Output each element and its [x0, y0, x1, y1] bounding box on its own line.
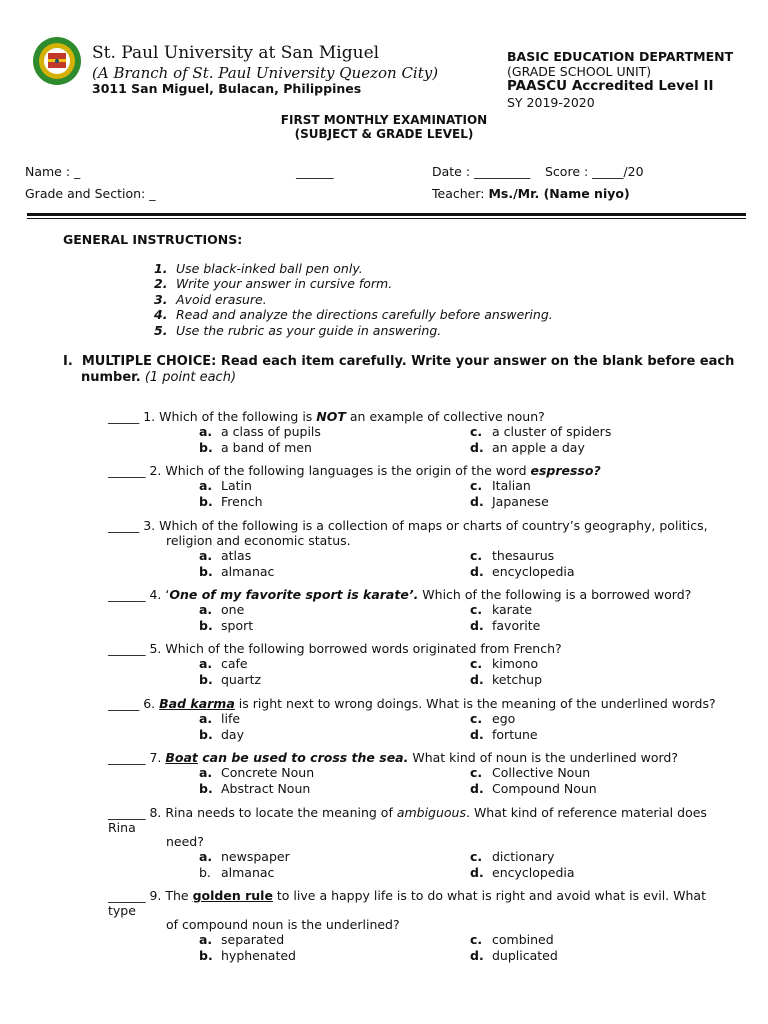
answer-blank[interactable]: ______ — [108, 641, 146, 656]
question-text: is right next to wrong doings. What is the meaning of the underlined words? — [234, 696, 716, 711]
exam-subtitle: (SUBJECT & GRADE LEVEL) — [294, 127, 474, 141]
choice-option[interactable] — [199, 711, 240, 726]
choice-option[interactable] — [199, 865, 274, 880]
choice-letter: b. — [199, 672, 213, 687]
choice-option[interactable] — [470, 849, 554, 864]
university-name: St. Paul University at San Miguel — [92, 43, 380, 63]
choice-letter: b. — [199, 564, 213, 579]
question-stem — [108, 641, 562, 656]
question-wrap: Rina — [108, 820, 136, 835]
choice-option[interactable] — [470, 948, 558, 963]
choice-letter: d. — [470, 618, 484, 633]
teacher-field — [432, 186, 630, 201]
choice-letter: b. — [199, 440, 213, 455]
choice-text: almanac — [221, 564, 275, 579]
question-emphasis: One of my favorite sport is karate’. — [169, 587, 419, 602]
choice-option[interactable] — [199, 564, 274, 579]
choice-letter: c. — [470, 656, 483, 671]
question-emphasis: can be used to cross the sea. — [197, 750, 409, 765]
choice-option[interactable] — [470, 440, 585, 455]
department: BASIC EDUCATION DEPARTMENT — [507, 49, 734, 64]
choice-letter: c. — [470, 548, 483, 563]
choice-letter: a. — [199, 711, 213, 726]
question-text: Which of the following is a borrowed word? — [418, 587, 692, 602]
university-address: 3011 San Miguel, Bulacan, Philippines — [92, 81, 362, 96]
choice-option[interactable] — [470, 711, 515, 726]
instructions-heading: GENERAL INSTRUCTIONS: — [63, 232, 243, 247]
choice-text: duplicated — [492, 948, 558, 963]
choice-text: Latin — [221, 478, 252, 493]
question-text: 5. Which of the following borrowed words originated from French? — [145, 641, 562, 656]
question-emphasis: ambiguous — [396, 805, 466, 820]
question-text: What kind of noun is the underlined word? — [408, 750, 678, 765]
choice-letter: a. — [199, 602, 213, 617]
choice-letter: c. — [470, 849, 483, 864]
choice-letter: b. — [199, 865, 211, 880]
choice-letter: b. — [199, 727, 213, 742]
choice-option[interactable] — [199, 548, 251, 563]
choice-text: one — [221, 602, 245, 617]
choice-option[interactable] — [470, 781, 597, 796]
section-heading-cont: number. (1 point each) — [81, 370, 237, 385]
choice-option[interactable] — [199, 672, 261, 687]
choice-letter: a. — [199, 656, 213, 671]
choice-text: cafe — [221, 656, 248, 671]
choice-option[interactable] — [470, 765, 590, 780]
school-year: SY 2019-2020 — [507, 95, 595, 110]
choice-text: day — [221, 727, 244, 742]
answer-blank[interactable]: ______ — [108, 750, 146, 765]
choice-text: encyclopedia — [492, 865, 575, 880]
choice-letter: c. — [470, 424, 483, 439]
choice-option[interactable] — [199, 494, 263, 509]
teacher-label: Teacher: — [432, 186, 485, 201]
choice-option[interactable] — [470, 932, 554, 947]
choice-letter: c. — [470, 478, 483, 493]
score-field[interactable]: Score : _____/20 — [545, 164, 644, 179]
question-continuation: religion and economic status. — [166, 533, 351, 548]
choice-text: separated — [221, 932, 285, 947]
choice-text: a band of men — [221, 440, 312, 455]
choice-text: dictionary — [492, 849, 555, 864]
choice-option[interactable] — [470, 602, 532, 617]
question-text: an example of collective noun? — [345, 409, 545, 424]
choice-text: hyphenated — [221, 948, 296, 963]
choice-text: almanac — [221, 865, 275, 880]
choice-text: French — [221, 494, 263, 509]
question-text: 9. The — [145, 888, 193, 903]
choice-text: Abstract Noun — [221, 781, 311, 796]
choice-option[interactable] — [199, 656, 248, 671]
instruction-item: 4. Read and analyze the directions carefully before answering. — [154, 307, 553, 322]
question-text: 6. — [139, 696, 160, 711]
teacher-value: Ms./Mr. (Name niyo) — [488, 186, 630, 201]
choice-option[interactable] — [199, 849, 290, 864]
choice-option[interactable] — [199, 932, 284, 947]
choice-text: a class of pupils — [221, 424, 321, 439]
choice-option[interactable] — [470, 494, 549, 509]
choice-letter: d. — [470, 672, 484, 687]
choice-option[interactable] — [199, 948, 296, 963]
choice-letter: c. — [470, 602, 483, 617]
choice-option[interactable] — [470, 618, 540, 633]
answer-blank[interactable]: ______ — [108, 805, 146, 820]
choice-text: karate — [492, 602, 533, 617]
choice-text: thesaurus — [492, 548, 555, 563]
question-continuation: of compound noun is the underlined? — [166, 917, 400, 932]
choice-text: ketchup — [492, 672, 543, 687]
question-emphasis: espresso? — [530, 463, 601, 478]
choice-letter: c. — [470, 932, 483, 947]
choice-text: quartz — [221, 672, 262, 687]
choice-option[interactable] — [199, 478, 252, 493]
choice-letter: d. — [470, 440, 484, 455]
choice-text: an apple a day — [492, 440, 585, 455]
unit: (GRADE SCHOOL UNIT) — [507, 64, 652, 79]
date-field[interactable]: Date : _________ — [432, 164, 531, 179]
header-rule-thin — [27, 218, 746, 219]
name-blank[interactable]: ______ — [296, 164, 334, 179]
choice-option[interactable] — [470, 672, 542, 687]
choice-letter: d. — [470, 494, 484, 509]
choice-option[interactable] — [199, 781, 310, 796]
question-stem — [108, 750, 678, 765]
choice-option[interactable] — [470, 424, 611, 439]
answer-blank[interactable]: ______ — [108, 463, 146, 478]
choice-letter: c. — [470, 711, 483, 726]
exam-title: FIRST MONTHLY EXAMINATION — [280, 113, 488, 127]
choice-text: Collective Noun — [492, 765, 591, 780]
choice-letter: a. — [199, 765, 213, 780]
choice-text: ego — [492, 711, 516, 726]
accreditation: PAASCU Accredited Level II — [507, 78, 714, 94]
choice-letter: b. — [199, 494, 213, 509]
question-text: 8. Rina needs to locate the meaning of — [145, 805, 397, 820]
instruction-item: 2. Write your answer in cursive form. — [154, 276, 393, 291]
choice-letter: d. — [470, 727, 484, 742]
answer-blank[interactable]: _____ — [108, 696, 140, 711]
question-text: 2. Which of the following languages is the origin of the word — [145, 463, 531, 478]
choice-text: Japanese — [492, 494, 549, 509]
question-emphasis: Bad karma — [159, 696, 235, 711]
choice-option[interactable] — [470, 564, 575, 579]
choice-letter: b. — [199, 948, 213, 963]
question-text: . What kind of reference material does — [466, 805, 707, 820]
choice-letter: b. — [199, 618, 213, 633]
question-continuation: need? — [166, 834, 204, 849]
question-emphasis: NOT — [316, 409, 346, 424]
question-stem — [108, 463, 601, 478]
choice-text: newspaper — [221, 849, 290, 864]
choice-letter: a. — [199, 548, 213, 563]
question-text: 7. — [145, 750, 166, 765]
choice-text: encyclopedia — [492, 564, 575, 579]
name-field[interactable]: Name : _ — [25, 164, 81, 179]
choice-letter: a. — [199, 424, 213, 439]
university-branch: (A Branch of St. Paul University Quezon City) — [92, 64, 439, 82]
choice-option[interactable] — [470, 727, 538, 742]
answer-blank[interactable]: ______ — [108, 587, 146, 602]
choice-option[interactable] — [199, 727, 244, 742]
choice-letter: a. — [199, 849, 213, 864]
choice-option[interactable] — [199, 424, 321, 439]
choice-text: sport — [221, 618, 254, 633]
header-rule-thick — [27, 213, 746, 216]
question-stem — [108, 409, 545, 424]
question-stem — [108, 587, 691, 602]
question-text: 4. ‘ — [145, 587, 170, 602]
answer-blank[interactable]: _____ — [108, 409, 140, 424]
choice-option[interactable] — [470, 656, 538, 671]
choice-text: favorite — [492, 618, 541, 633]
choice-option[interactable] — [199, 765, 314, 780]
choice-text: a cluster of spiders — [492, 424, 612, 439]
choice-letter: d. — [470, 564, 484, 579]
choice-text: kimono — [492, 656, 539, 671]
question-stem — [108, 696, 716, 711]
question-text: 1. Which of the following is — [139, 409, 317, 424]
grade-section-field[interactable]: Grade and Section: _ — [25, 186, 156, 201]
choice-option[interactable] — [199, 618, 253, 633]
choice-option[interactable] — [199, 602, 244, 617]
choice-text: Compound Noun — [492, 781, 597, 796]
choice-letter: d. — [470, 781, 484, 796]
choice-text: fortune — [492, 727, 538, 742]
question-stem — [108, 518, 708, 533]
instruction-item: 5. Use the rubric as your guide in answering. — [154, 323, 442, 338]
choice-option[interactable] — [470, 548, 554, 563]
answer-blank[interactable]: ______ — [108, 888, 146, 903]
choice-option[interactable] — [199, 440, 312, 455]
instruction-item: 1. Use black-inked ball pen only. — [154, 261, 363, 276]
university-logo-seal — [32, 36, 82, 86]
choice-text: life — [221, 711, 241, 726]
question-text: 3. Which of the following is a collection of maps or charts of country’s geography, politics, — [139, 518, 708, 533]
question-emphasis: Boat — [165, 750, 198, 765]
choice-letter: c. — [470, 765, 483, 780]
instruction-item: 3. Avoid erasure. — [154, 292, 267, 307]
question-wrap: type — [108, 903, 136, 918]
question-text: to live a happy life is to do what is right and avoid what is evil. What — [272, 888, 706, 903]
choice-text: combined — [492, 932, 554, 947]
choice-option[interactable] — [470, 478, 531, 493]
choice-letter: d. — [470, 948, 484, 963]
choice-letter: d. — [470, 865, 484, 880]
choice-letter: b. — [199, 781, 213, 796]
choice-option[interactable] — [470, 865, 575, 880]
choice-letter: a. — [199, 932, 213, 947]
question-emphasis: golden rule — [192, 888, 273, 903]
choice-text: atlas — [221, 548, 252, 563]
question-stem — [108, 888, 706, 903]
choice-letter: a. — [199, 478, 213, 493]
choice-text: Concrete Noun — [221, 765, 315, 780]
section-heading: I. MULTIPLE CHOICE: Read each item carefully. Write your answer on the blank before each — [63, 354, 735, 369]
answer-blank[interactable]: _____ — [108, 518, 140, 533]
choice-text: Italian — [492, 478, 531, 493]
question-stem — [108, 805, 707, 820]
